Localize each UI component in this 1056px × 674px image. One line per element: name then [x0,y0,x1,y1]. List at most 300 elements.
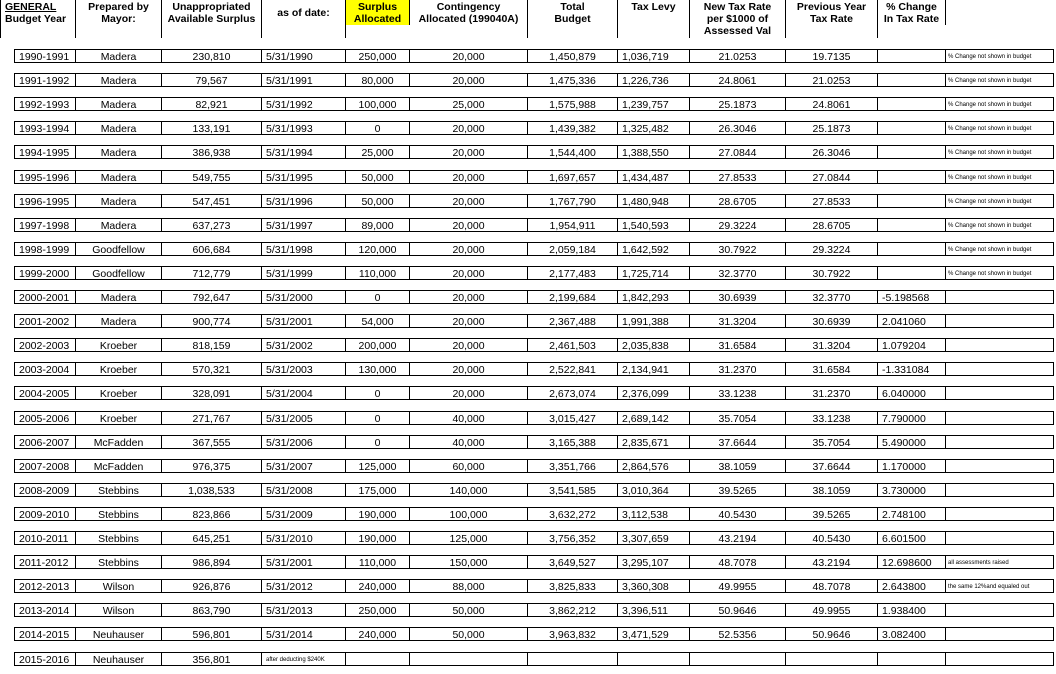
cell-date[interactable]: 5/31/2013 [262,603,346,617]
cell-total-budget[interactable]: 2,367,488 [528,314,618,328]
cell-mayor[interactable]: Stebbins [76,507,162,521]
cell-surplus[interactable]: 356,801 [162,652,262,666]
cell-date[interactable]: 5/31/1996 [262,194,346,208]
cell-prev-rate[interactable]: 25.1873 [786,121,878,135]
cell-date[interactable]: 5/31/1992 [262,97,346,111]
cell-change[interactable]: 6.040000 [878,386,946,400]
cell-allocated[interactable]: 190,000 [346,531,410,545]
header-new-tax-rate[interactable] [690,0,786,38]
cell-surplus[interactable]: 606,684 [162,242,262,256]
cell-date[interactable]: 5/31/2012 [262,579,346,593]
cell-contingency[interactable]: 125,000 [410,531,528,545]
cell-change[interactable] [878,97,946,111]
cell-contingency[interactable]: 20,000 [410,314,528,328]
cell-note[interactable] [946,459,1054,473]
cell-total-budget[interactable]: 1,450,879 [528,49,618,63]
cell-contingency[interactable]: 20,000 [410,145,528,159]
cell-surplus[interactable]: 926,876 [162,579,262,593]
cell-prev-rate[interactable]: 24.8061 [786,97,878,111]
cell-tax-levy[interactable]: 3,307,659 [618,531,690,545]
cell-mayor[interactable]: Madera [76,73,162,87]
cell-allocated[interactable]: 110,000 [346,266,410,280]
cell-surplus[interactable]: 823,866 [162,507,262,521]
cell-allocated[interactable]: 25,000 [346,145,410,159]
cell-new-rate[interactable]: 28.6705 [690,194,786,208]
cell-surplus[interactable]: 547,451 [162,194,262,208]
cell-change[interactable] [878,194,946,208]
cell-note[interactable]: % Change not shown in budget [946,97,1054,111]
cell-total-budget[interactable]: 3,963,832 [528,627,618,641]
cell-prev-rate[interactable]: 31.6584 [786,362,878,376]
cell-new-rate[interactable]: 52.5356 [690,627,786,641]
cell-note[interactable]: % Change not shown in budget [946,218,1054,232]
cell-allocated[interactable]: 100,000 [346,97,410,111]
cell-date[interactable]: 5/31/1994 [262,145,346,159]
cell-allocated[interactable]: 0 [346,411,410,425]
cell-tax-levy[interactable]: 1,239,757 [618,97,690,111]
cell-allocated[interactable]: 50,000 [346,194,410,208]
cell-mayor[interactable]: Madera [76,145,162,159]
cell-total-budget[interactable]: 3,165,388 [528,435,618,449]
cell-tax-levy[interactable]: 3,295,107 [618,555,690,569]
cell-budget-year[interactable]: 2005-2006 [14,411,76,425]
cell-total-budget[interactable]: 3,825,833 [528,579,618,593]
cell-date[interactable]: 5/31/2001 [262,555,346,569]
cell-date[interactable]: 5/31/1997 [262,218,346,232]
cell-prev-rate[interactable]: 31.3204 [786,338,878,352]
cell-change[interactable]: -1.331084 [878,362,946,376]
cell-mayor[interactable]: Kroeber [76,338,162,352]
cell-contingency[interactable]: 20,000 [410,170,528,184]
cell-surplus[interactable]: 712,779 [162,266,262,280]
cell-date[interactable]: 5/31/1991 [262,73,346,87]
cell-change[interactable]: 3.730000 [878,483,946,497]
cell-allocated[interactable]: 200,000 [346,338,410,352]
cell-surplus[interactable]: 986,894 [162,555,262,569]
cell-surplus[interactable]: 863,790 [162,603,262,617]
cell-tax-levy[interactable]: 2,035,838 [618,338,690,352]
cell-total-budget[interactable]: 1,575,988 [528,97,618,111]
cell-note[interactable]: % Change not shown in budget [946,145,1054,159]
cell-prev-rate[interactable]: 39.5265 [786,507,878,521]
cell-tax-levy[interactable]: 2,134,941 [618,362,690,376]
cell-mayor[interactable]: McFadden [76,435,162,449]
cell-note[interactable] [946,290,1054,304]
cell-budget-year[interactable]: 1999-2000 [14,266,76,280]
cell-note[interactable] [946,603,1054,617]
cell-contingency[interactable]: 25,000 [410,97,528,111]
cell-allocated[interactable]: 0 [346,290,410,304]
cell-tax-levy[interactable]: 3,360,308 [618,579,690,593]
cell-allocated[interactable]: 175,000 [346,483,410,497]
cell-new-rate[interactable]: 32.3770 [690,266,786,280]
cell-contingency[interactable]: 20,000 [410,49,528,63]
cell-contingency[interactable]: 140,000 [410,483,528,497]
cell-note[interactable]: % Change not shown in budget [946,242,1054,256]
cell-mayor[interactable]: Madera [76,314,162,328]
cell-note[interactable]: % Change not shown in budget [946,170,1054,184]
cell-tax-levy[interactable]: 1,434,487 [618,170,690,184]
cell-date[interactable]: 5/31/1990 [262,49,346,63]
header-contingency[interactable] [410,0,528,38]
cell-surplus[interactable]: 976,375 [162,459,262,473]
cell-prev-rate[interactable]: 21.0253 [786,73,878,87]
cell-date[interactable]: 5/31/2010 [262,531,346,545]
cell-prev-rate[interactable]: 38.1059 [786,483,878,497]
cell-total-budget[interactable]: 3,862,212 [528,603,618,617]
cell-tax-levy[interactable]: 1,325,482 [618,121,690,135]
cell-allocated[interactable]: 120,000 [346,242,410,256]
cell-tax-levy[interactable]: 1,540,593 [618,218,690,232]
cell-note[interactable]: all assessments raised [946,555,1054,569]
header-budget-year[interactable] [0,0,76,38]
cell-surplus[interactable]: 637,273 [162,218,262,232]
cell-budget-year[interactable]: 1992-1993 [14,97,76,111]
cell-budget-year[interactable]: 2015-2016 [14,652,76,666]
cell-date[interactable]: 5/31/1998 [262,242,346,256]
cell-tax-levy[interactable]: 3,471,529 [618,627,690,641]
cell-tax-levy[interactable]: 1,725,714 [618,266,690,280]
cell-allocated[interactable]: 240,000 [346,627,410,641]
cell-allocated[interactable]: 0 [346,121,410,135]
cell-contingency[interactable]: 50,000 [410,627,528,641]
cell-note[interactable] [946,338,1054,352]
cell-budget-year[interactable]: 1993-1994 [14,121,76,135]
cell-note[interactable] [946,507,1054,521]
cell-budget-year[interactable]: 2010-2011 [14,531,76,545]
cell-contingency[interactable]: 20,000 [410,194,528,208]
cell-contingency[interactable]: 100,000 [410,507,528,521]
cell-surplus[interactable]: 549,755 [162,170,262,184]
cell-date[interactable]: after deducting $240K [262,652,346,666]
cell-prev-rate[interactable]: 27.0844 [786,170,878,184]
cell-allocated[interactable]: 110,000 [346,555,410,569]
cell-change[interactable]: -5.198568 [878,290,946,304]
cell-prev-rate[interactable]: 27.8533 [786,194,878,208]
cell-mayor[interactable]: Madera [76,121,162,135]
cell-date[interactable]: 5/31/2001 [262,314,346,328]
cell-mayor[interactable]: Neuhauser [76,627,162,641]
cell-new-rate[interactable]: 24.8061 [690,73,786,87]
cell-new-rate[interactable]: 40.5430 [690,507,786,521]
cell-prev-rate[interactable]: 31.2370 [786,386,878,400]
cell-new-rate[interactable]: 31.6584 [690,338,786,352]
cell-date[interactable]: 5/31/2008 [262,483,346,497]
header-surplus-allocated[interactable] [346,0,410,25]
cell-mayor[interactable]: Madera [76,290,162,304]
cell-total-budget[interactable]: 3,649,527 [528,555,618,569]
cell-date[interactable]: 5/31/1993 [262,121,346,135]
cell-budget-year[interactable]: 2007-2008 [14,459,76,473]
cell-tax-levy[interactable]: 3,010,364 [618,483,690,497]
cell-total-budget[interactable]: 3,756,352 [528,531,618,545]
cell-allocated[interactable] [346,652,410,666]
cell-prev-rate[interactable]: 35.7054 [786,435,878,449]
cell-mayor[interactable]: Stebbins [76,531,162,545]
cell-note[interactable] [946,386,1054,400]
cell-change[interactable] [878,121,946,135]
cell-surplus[interactable]: 596,801 [162,627,262,641]
cell-mayor[interactable]: Madera [76,97,162,111]
cell-change[interactable] [878,242,946,256]
cell-date[interactable]: 5/31/2004 [262,386,346,400]
cell-budget-year[interactable]: 1996-1995 [14,194,76,208]
cell-contingency[interactable]: 88,000 [410,579,528,593]
cell-new-rate[interactable]: 25.1873 [690,97,786,111]
cell-tax-levy[interactable]: 1,480,948 [618,194,690,208]
cell-mayor[interactable]: Neuhauser [76,652,162,666]
cell-change[interactable]: 5.490000 [878,435,946,449]
cell-mayor[interactable]: Stebbins [76,555,162,569]
cell-change[interactable]: 2.643800 [878,579,946,593]
cell-change[interactable] [878,652,946,666]
cell-prev-rate[interactable]: 37.6644 [786,459,878,473]
cell-prev-rate[interactable]: 19.7135 [786,49,878,63]
cell-surplus[interactable]: 645,251 [162,531,262,545]
cell-tax-levy[interactable]: 1,226,736 [618,73,690,87]
cell-prev-rate[interactable]: 49.9955 [786,603,878,617]
cell-prev-rate[interactable]: 33.1238 [786,411,878,425]
cell-mayor[interactable]: Goodfellow [76,266,162,280]
header-previous-rate[interactable] [786,0,878,38]
cell-new-rate[interactable]: 31.3204 [690,314,786,328]
cell-new-rate[interactable] [690,652,786,666]
cell-mayor[interactable]: Wilson [76,579,162,593]
cell-contingency[interactable]: 50,000 [410,603,528,617]
cell-prev-rate[interactable]: 29.3224 [786,242,878,256]
cell-surplus[interactable]: 367,555 [162,435,262,449]
cell-contingency[interactable]: 20,000 [410,121,528,135]
cell-allocated[interactable]: 50,000 [346,170,410,184]
cell-tax-levy[interactable]: 1,642,592 [618,242,690,256]
cell-note[interactable] [946,483,1054,497]
cell-surplus[interactable]: 271,767 [162,411,262,425]
cell-contingency[interactable]: 20,000 [410,242,528,256]
cell-note[interactable] [946,362,1054,376]
cell-surplus[interactable]: 230,810 [162,49,262,63]
cell-total-budget[interactable]: 3,351,766 [528,459,618,473]
cell-budget-year[interactable]: 2012-2013 [14,579,76,593]
cell-prev-rate[interactable]: 43.2194 [786,555,878,569]
cell-allocated[interactable]: 89,000 [346,218,410,232]
cell-new-rate[interactable]: 21.0253 [690,49,786,63]
cell-new-rate[interactable]: 31.2370 [690,362,786,376]
cell-contingency[interactable]: 60,000 [410,459,528,473]
cell-new-rate[interactable]: 48.7078 [690,555,786,569]
cell-mayor[interactable]: Stebbins [76,483,162,497]
cell-surplus[interactable]: 1,038,533 [162,483,262,497]
cell-allocated[interactable]: 250,000 [346,603,410,617]
cell-change[interactable]: 1.938400 [878,603,946,617]
cell-note[interactable] [946,531,1054,545]
cell-new-rate[interactable]: 38.1059 [690,459,786,473]
cell-date[interactable]: 5/31/1999 [262,266,346,280]
cell-budget-year[interactable]: 1998-1999 [14,242,76,256]
cell-tax-levy[interactable] [618,652,690,666]
cell-mayor[interactable]: Kroeber [76,386,162,400]
cell-total-budget[interactable]: 3,541,585 [528,483,618,497]
header-as-of-date[interactable] [262,0,346,38]
cell-total-budget[interactable]: 1,697,657 [528,170,618,184]
cell-total-budget[interactable]: 1,544,400 [528,145,618,159]
cell-prev-rate[interactable]: 32.3770 [786,290,878,304]
cell-tax-levy[interactable]: 1,991,388 [618,314,690,328]
cell-note[interactable] [946,652,1054,666]
cell-change[interactable]: 12.698600 [878,555,946,569]
cell-prev-rate[interactable]: 30.6939 [786,314,878,328]
cell-change[interactable] [878,170,946,184]
cell-contingency[interactable]: 40,000 [410,411,528,425]
cell-surplus[interactable]: 792,647 [162,290,262,304]
cell-budget-year[interactable]: 2002-2003 [14,338,76,352]
cell-contingency[interactable]: 20,000 [410,386,528,400]
cell-allocated[interactable]: 80,000 [346,73,410,87]
cell-contingency[interactable]: 20,000 [410,290,528,304]
cell-total-budget[interactable]: 1,954,911 [528,218,618,232]
cell-new-rate[interactable]: 50.9646 [690,603,786,617]
cell-note[interactable]: % Change not shown in budget [946,49,1054,63]
cell-budget-year[interactable]: 2000-2001 [14,290,76,304]
cell-allocated[interactable]: 130,000 [346,362,410,376]
cell-new-rate[interactable]: 43.2194 [690,531,786,545]
cell-budget-year[interactable]: 2009-2010 [14,507,76,521]
cell-budget-year[interactable]: 2003-2004 [14,362,76,376]
cell-date[interactable]: 5/31/2000 [262,290,346,304]
cell-new-rate[interactable]: 27.0844 [690,145,786,159]
cell-total-budget[interactable]: 1,439,382 [528,121,618,135]
cell-allocated[interactable]: 54,000 [346,314,410,328]
cell-note[interactable]: the same 12%and equaled out [946,579,1054,593]
cell-tax-levy[interactable]: 3,396,511 [618,603,690,617]
cell-new-rate[interactable]: 49.9955 [690,579,786,593]
cell-surplus[interactable]: 900,774 [162,314,262,328]
cell-contingency[interactable]: 40,000 [410,435,528,449]
cell-budget-year[interactable]: 1990-1991 [14,49,76,63]
cell-prev-rate[interactable] [786,652,878,666]
cell-budget-year[interactable]: 2004-2005 [14,386,76,400]
cell-surplus[interactable]: 818,159 [162,338,262,352]
cell-new-rate[interactable]: 26.3046 [690,121,786,135]
cell-change[interactable]: 6.601500 [878,531,946,545]
cell-new-rate[interactable]: 29.3224 [690,218,786,232]
cell-prev-rate[interactable]: 50.9646 [786,627,878,641]
cell-tax-levy[interactable]: 1,842,293 [618,290,690,304]
cell-allocated[interactable]: 0 [346,386,410,400]
cell-tax-levy[interactable]: 1,036,719 [618,49,690,63]
cell-note[interactable] [946,435,1054,449]
cell-mayor[interactable]: Goodfellow [76,242,162,256]
cell-prev-rate[interactable]: 28.6705 [786,218,878,232]
cell-date[interactable]: 5/31/2006 [262,435,346,449]
cell-surplus[interactable]: 133,191 [162,121,262,135]
cell-date[interactable]: 5/31/2014 [262,627,346,641]
cell-total-budget[interactable]: 2,199,684 [528,290,618,304]
cell-new-rate[interactable]: 30.6939 [690,290,786,304]
cell-allocated[interactable]: 190,000 [346,507,410,521]
cell-date[interactable]: 5/31/2007 [262,459,346,473]
cell-date[interactable]: 5/31/1995 [262,170,346,184]
cell-new-rate[interactable]: 33.1238 [690,386,786,400]
cell-tax-levy[interactable]: 1,388,550 [618,145,690,159]
cell-change[interactable] [878,266,946,280]
cell-note[interactable] [946,314,1054,328]
header-change[interactable] [878,0,946,25]
cell-new-rate[interactable]: 39.5265 [690,483,786,497]
cell-change[interactable]: 3.082400 [878,627,946,641]
cell-change[interactable] [878,218,946,232]
cell-allocated[interactable]: 240,000 [346,579,410,593]
cell-new-rate[interactable]: 27.8533 [690,170,786,184]
cell-allocated[interactable]: 125,000 [346,459,410,473]
cell-surplus[interactable]: 79,567 [162,73,262,87]
cell-tax-levy[interactable]: 2,689,142 [618,411,690,425]
cell-total-budget[interactable]: 2,522,841 [528,362,618,376]
cell-note[interactable]: % Change not shown in budget [946,266,1054,280]
cell-budget-year[interactable]: 2006-2007 [14,435,76,449]
cell-note[interactable]: % Change not shown in budget [946,121,1054,135]
cell-note[interactable]: % Change not shown in budget [946,194,1054,208]
cell-change[interactable]: 1.079204 [878,338,946,352]
cell-contingency[interactable]: 20,000 [410,266,528,280]
cell-mayor[interactable]: Madera [76,218,162,232]
cell-date[interactable]: 5/31/2005 [262,411,346,425]
cell-new-rate[interactable]: 30.7922 [690,242,786,256]
cell-mayor[interactable]: Madera [76,170,162,184]
cell-surplus[interactable]: 386,938 [162,145,262,159]
cell-total-budget[interactable]: 2,673,074 [528,386,618,400]
header-total-budget[interactable] [528,0,618,38]
cell-date[interactable]: 5/31/2003 [262,362,346,376]
cell-change[interactable]: 2.748100 [878,507,946,521]
cell-note[interactable] [946,411,1054,425]
cell-change[interactable] [878,73,946,87]
cell-prev-rate[interactable]: 30.7922 [786,266,878,280]
cell-change[interactable]: 7.790000 [878,411,946,425]
cell-change[interactable] [878,145,946,159]
cell-allocated[interactable]: 0 [346,435,410,449]
cell-total-budget[interactable]: 2,461,503 [528,338,618,352]
cell-total-budget[interactable]: 1,767,790 [528,194,618,208]
cell-contingency[interactable]: 20,000 [410,362,528,376]
cell-budget-year[interactable]: 2008-2009 [14,483,76,497]
cell-total-budget[interactable]: 2,177,483 [528,266,618,280]
cell-contingency[interactable] [410,652,528,666]
cell-contingency[interactable]: 150,000 [410,555,528,569]
cell-note[interactable] [946,627,1054,641]
cell-new-rate[interactable]: 37.6644 [690,435,786,449]
cell-note[interactable]: % Change not shown in budget [946,73,1054,87]
cell-new-rate[interactable]: 35.7054 [690,411,786,425]
cell-contingency[interactable]: 20,000 [410,73,528,87]
cell-allocated[interactable]: 250,000 [346,49,410,63]
cell-date[interactable]: 5/31/2009 [262,507,346,521]
cell-change[interactable] [878,49,946,63]
cell-mayor[interactable]: Madera [76,194,162,208]
cell-total-budget[interactable]: 3,632,272 [528,507,618,521]
cell-budget-year[interactable]: 1995-1996 [14,170,76,184]
cell-budget-year[interactable]: 2014-2015 [14,627,76,641]
cell-surplus[interactable]: 570,321 [162,362,262,376]
cell-tax-levy[interactable]: 2,864,576 [618,459,690,473]
cell-mayor[interactable]: Kroeber [76,362,162,376]
cell-prev-rate[interactable]: 40.5430 [786,531,878,545]
header-prepared-by[interactable] [76,0,162,38]
cell-total-budget[interactable] [528,652,618,666]
cell-total-budget[interactable]: 1,475,336 [528,73,618,87]
cell-tax-levy[interactable]: 2,376,099 [618,386,690,400]
cell-budget-year[interactable]: 2001-2002 [14,314,76,328]
cell-tax-levy[interactable]: 3,112,538 [618,507,690,521]
